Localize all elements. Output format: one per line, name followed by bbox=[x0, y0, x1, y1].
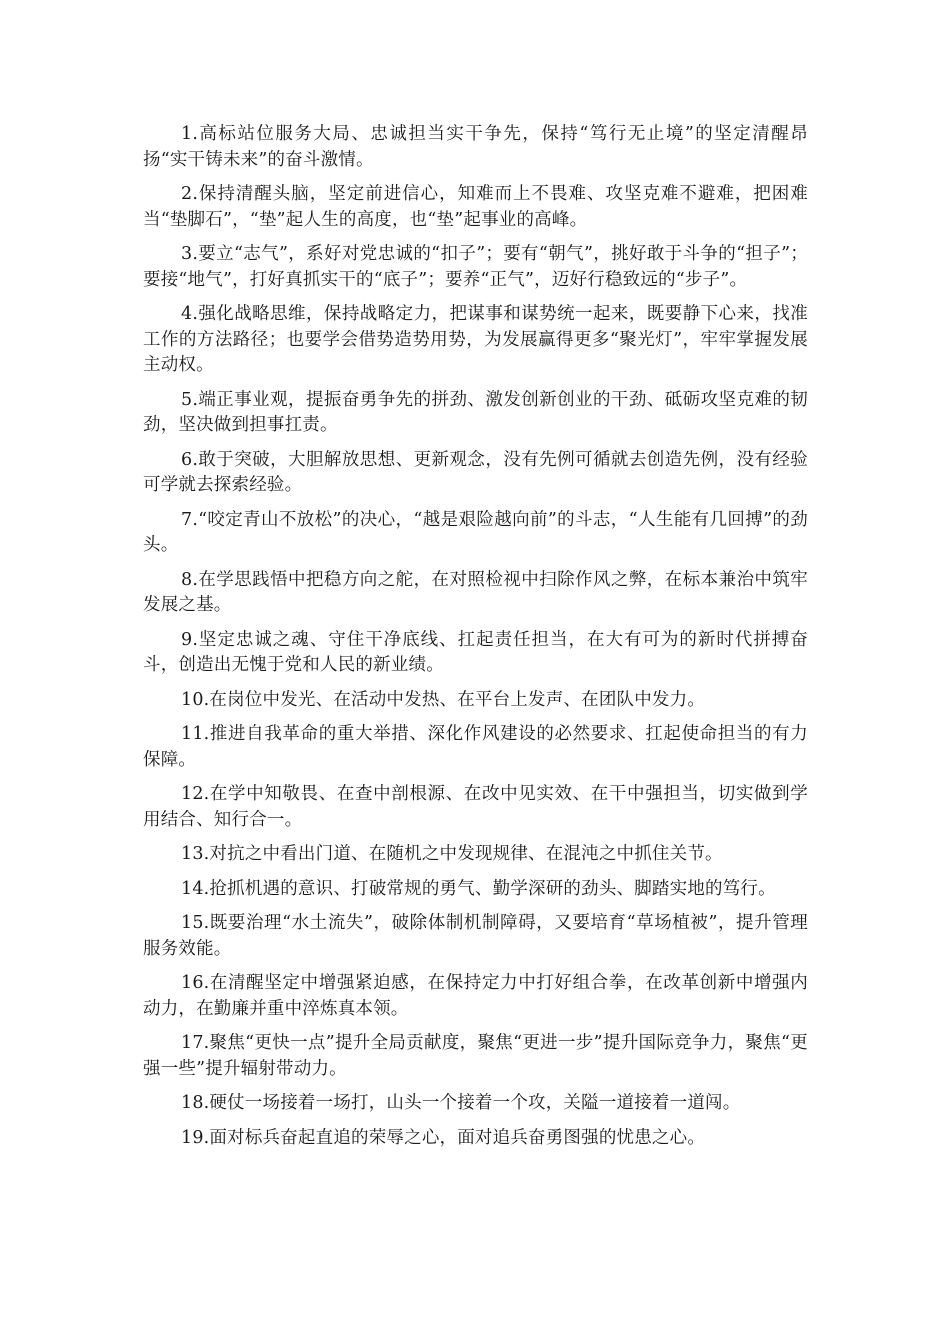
paragraph-8: 8.在学思践悟中把稳方向之舵，在对照检视中扫除作风之弊，在标本兼治中筑牢发展之基。 bbox=[143, 569, 808, 615]
paragraph-4: 4.强化战略思维，保持战略定力，把谋事和谋势统一起来，既要静下心来，找准工作的方法路径；也要学会借势造势用势，为发展赢得更多“聚光灯”，牢牢掌握发展主动权。 bbox=[143, 304, 808, 375]
paragraph-10: 10.在岗位中发光、在活动中发热、在平台上发声、在团队中发力。 bbox=[181, 689, 706, 710]
paragraph-13: 13.对抗之中看出门道、在随机之中发现规律、在混沌之中抓住关节。 bbox=[181, 844, 723, 864]
paragraph-15: 15.既要治理“水土流失”，破除体制机制障碍，又要培育“草场植被”，提升管理服务效能。 bbox=[143, 913, 808, 959]
paragraph-9: 9.坚定忠诚之魂、守住干净底线、扛起责任担当，在大有可为的新时代拼搏奋斗，创造出无愧于党和人民的新业绩。 bbox=[143, 629, 808, 675]
paragraph-17: 17.聚焦“更快一点”提升全局贡献度，聚焦“更进一步”提升国际竞争力，聚焦“更强一些”提升辐射带动力。 bbox=[143, 1033, 808, 1079]
paragraph-19: 19.面对标兵奋起直追的荣辱之心，面对追兵奋勇图强的忧患之心。 bbox=[181, 1127, 706, 1148]
paragraph-18: 18.硬仗一场接着一场打，山头一个接着一个攻，关隘一道接着一道闯。 bbox=[181, 1093, 741, 1113]
paragraph-1: 1.高标站位服务大局、忠诚担当实干争先，保持“笃行无止境”的坚定清醒昂扬“实干铸未来”的奋斗激情。 bbox=[143, 124, 808, 170]
paragraph-7: 7.“咬定青山不放松”的决心，“越是艰险越向前”的斗志，“人生能有几回搏”的劲头。 bbox=[143, 509, 808, 555]
paragraph-6: 6.敢于突破，大胆解放思想、更新观念，没有先例可循就去创造先例，没有经验可学就去探索经验。 bbox=[143, 449, 808, 495]
paragraph-14: 14.抢抓机遇的意识、打破常规的勇气、勤学深研的劲头、脚踏实地的笃行。 bbox=[181, 878, 776, 899]
document-body bbox=[143, 122, 808, 1160]
paragraph-3: 3.要立“志气”，系好对党忠诚的“扣子”；要有“朝气”，挑好敢于斗争的“担子”；要接“地气”，打好真抓实干的“底子”；要养“正气”，迈好行稳致远的“步子”。 bbox=[143, 244, 808, 290]
paragraph-11: 11.推进自我革命的重大举措、深化作风建设的必然要求、扛起使命担当的有力保障。 bbox=[143, 724, 808, 770]
paragraph-12: 12.在学中知敬畏、在查中剖根源、在改中见实效、在干中强担当，切实做到学用结合、知行合一。 bbox=[143, 784, 808, 830]
paragraph-5: 5.端正事业观，提振奋勇争先的拼劲、激发创新创业的干劲、砥砺攻坚克难的韧劲，坚决做到担事扛责。 bbox=[143, 389, 808, 435]
paragraph-2: 2.保持清醒头脑，坚定前进信心，知难而上不畏难、攻坚克难不避难，把困难当“垫脚石”，“垫”起人生的高度，也“垫”起事业的高峰。 bbox=[143, 184, 808, 230]
paragraph-16: 16.在清醒坚定中增强紧迫感，在保持定力中打好组合拳，在改革创新中增强内动力，在勤廉并重中淬炼真本领。 bbox=[143, 973, 808, 1019]
